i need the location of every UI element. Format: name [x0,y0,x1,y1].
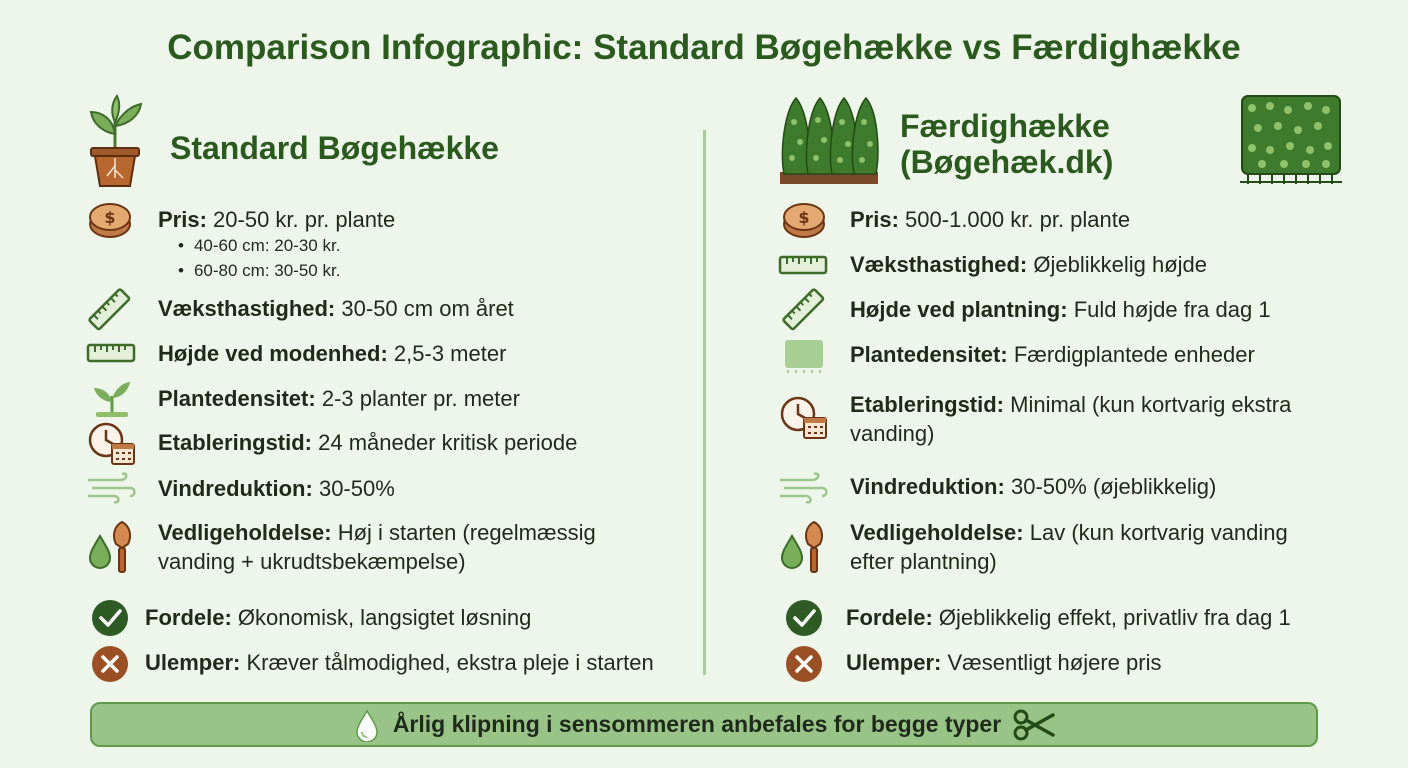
clock-calendar-icon [86,420,136,466]
standard-establishment-row: Etableringstid: 24 måneder kritisk periode [158,430,578,455]
water-trowel-icon [86,518,136,574]
standard-height-row: Højde ved modenhed: 2,5-3 meter [158,341,507,366]
standard-price-row: Pris: 20-50 kr. pr. plante [158,207,396,232]
check-icon [90,598,130,638]
ready-density-row: Plantedensitet: Færdigplantede enheder [850,342,1255,367]
ruler-horizontal-icon [86,340,136,366]
ready-pros-row: Fordele: Øjeblikkelig effekt, privatliv fra dag 1 [846,605,1291,630]
standard-density-row: Plantedensitet: 2-3 planter pr. meter [158,386,520,411]
ready-establishment-row: Etableringstid: Minimal (kun kortvarig ekstra vanding) [850,392,1292,446]
check-icon [784,598,824,638]
coin-icon [780,200,828,240]
footer-text: Årlig klipning i sensommeren anbefales for begge typer [392,711,1002,737]
ready-growth-row: Væksthastighed: Øjeblikkelig højde [850,252,1208,277]
ready-height-row: Højde ved plantning: Fuld højde fra dag 1 [850,297,1271,322]
ruler-icon [86,288,134,332]
column-divider [703,130,706,675]
cross-icon [784,644,824,684]
wind-icon [778,472,828,504]
ready-wind-row: Vindreduktion: 30-50% (øjeblikkelig) [850,474,1217,499]
standard-cons-row: Ulemper: Kræver tålmodighed, ekstra pleje i starten [145,650,654,675]
ready-hedge-heading: Færdighække (Bøgehæk.dk) [900,108,1114,180]
wind-icon [86,472,136,504]
standard-maintenance-row: Vedligeholdelse: Høj i starten (regelmæssig vanding + ukrudtsbekæmpelse) [158,520,596,574]
drop-icon [353,708,381,742]
footer-banner [90,702,1318,747]
ruler-icon [780,288,828,332]
hedge-block-icon [1238,92,1344,186]
standard-heading: Standard Bøgehække [170,130,499,166]
hedge-unit-icon [782,337,826,373]
cross-icon [90,644,130,684]
water-trowel-icon [778,518,828,574]
svg-text:$: $ [104,208,116,227]
ready-cons-row: Ulemper: Væsentligt højere pris [846,650,1162,675]
ready-maintenance-row: Vedligeholdelse: Lav (kun kortvarig vanding efter plantning) [850,520,1288,574]
ruler-horizontal-icon [778,252,828,278]
standard-wind-row: Vindreduktion: 30-50% [158,476,395,501]
ready-price-row: Pris: 500-1.000 kr. pr. plante [850,207,1131,232]
sprout-icon [90,376,134,418]
list-item: • 60-80 cm: 30-50 kr. [178,258,340,283]
svg-text:$: $ [798,208,810,227]
page-title: Comparison Infographic: Standard Bøgehække vs Færdighække [167,28,1241,67]
standard-growth-row: Væksthastighed: 30-50 cm om året [158,296,514,321]
list-item: • 40-60 cm: 20-30 kr. [178,233,340,258]
sapling-pot-icon [84,92,146,188]
standard-price-bullets [178,233,340,283]
scissors-icon [1013,709,1055,741]
coin-icon [86,200,134,240]
hedge-icon [778,92,880,186]
clock-calendar-icon [778,394,828,440]
standard-pros-row: Fordele: Økonomisk, langsigtet løsning [145,605,532,630]
